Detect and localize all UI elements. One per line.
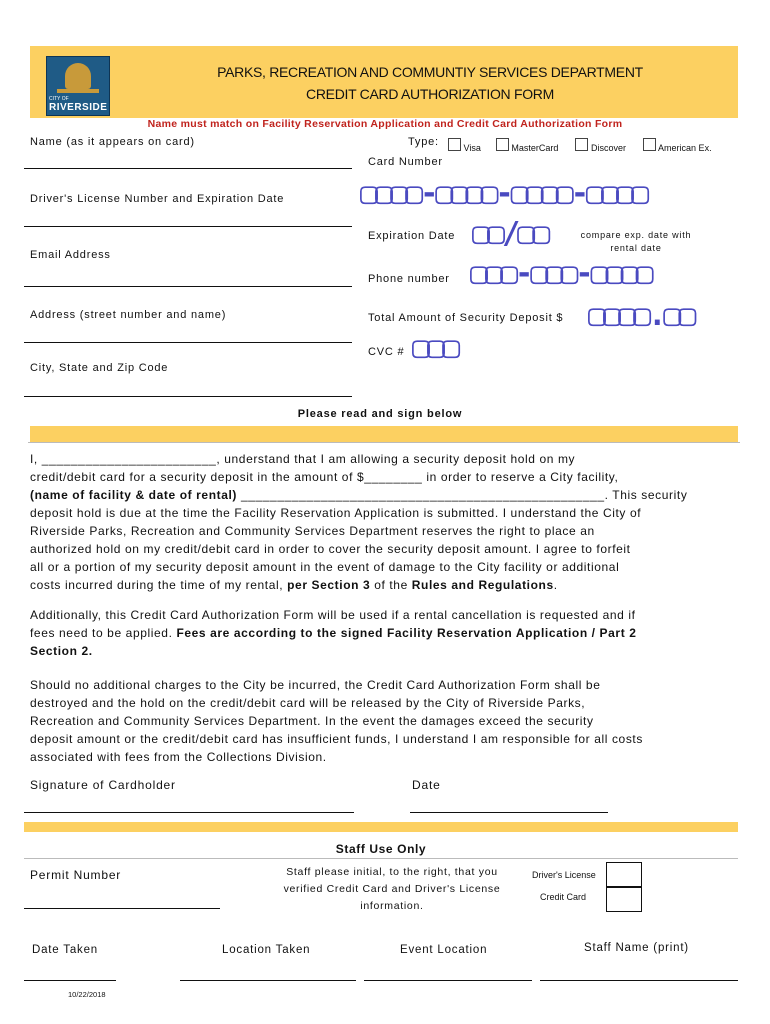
cancellation-paragraph: Additionally, this Credit Card Authorization Form will be used if a rental cancellation is requested and if fees need to be applied. Fees are according to the signed Facility Reservation Application / Part 2 Section 2. bbox=[30, 608, 637, 658]
cvc-boxes[interactable]: ▢▢▢ bbox=[412, 330, 458, 365]
signature-input[interactable] bbox=[24, 812, 354, 813]
email-input[interactable] bbox=[24, 286, 352, 287]
credit-card-initial-box[interactable] bbox=[606, 886, 642, 912]
footer-date: 10/22/2018 bbox=[68, 990, 106, 999]
card-number-label: Card Number bbox=[368, 156, 443, 168]
drivers-license-initial-box[interactable] bbox=[606, 862, 642, 888]
warning-text: Name must match on Facility Reservation Application and Credit Card Authorization Form bbox=[147, 118, 623, 130]
type-label: Type: bbox=[408, 136, 439, 148]
phone-label: Phone number bbox=[368, 273, 450, 285]
location-taken-label: Location Taken bbox=[222, 944, 311, 956]
please-read-heading: Please read and sign below bbox=[297, 408, 463, 420]
expiration-boxes[interactable]: ▢▢/▢▢ bbox=[472, 216, 548, 251]
staff-divider-bar bbox=[24, 822, 738, 832]
license-label: Driver's License Number and Expiration Date bbox=[30, 193, 285, 205]
name-input[interactable] bbox=[24, 168, 352, 169]
event-location-label: Event Location bbox=[400, 944, 488, 956]
deposit-boxes[interactable]: ▢▢▢▢.▢▢ bbox=[588, 298, 694, 333]
expiration-label: Expiration Date bbox=[368, 230, 456, 242]
cvc-label: CVC # bbox=[368, 346, 405, 358]
city-label: City, State and Zip Code bbox=[30, 362, 169, 374]
address-input[interactable] bbox=[24, 342, 352, 343]
staff-name-input[interactable] bbox=[540, 980, 738, 981]
discover-checkbox[interactable] bbox=[575, 138, 588, 151]
permit-label: Permit Number bbox=[30, 868, 122, 882]
city-logo: CITY OF RIVERSIDE bbox=[46, 56, 110, 116]
date-taken-input[interactable] bbox=[24, 980, 116, 981]
city-input[interactable] bbox=[24, 396, 352, 397]
card-number-boxes[interactable]: ▢▢▢▢-▢▢▢▢-▢▢▢▢-▢▢▢▢ bbox=[360, 176, 647, 211]
license-input[interactable] bbox=[24, 226, 352, 227]
staff-heading-row bbox=[24, 838, 738, 859]
email-label: Email Address bbox=[30, 249, 111, 261]
staff-note: Staff please initial, to the right, that you verified Credit Card and Driver's License information. bbox=[283, 866, 501, 912]
permit-input[interactable] bbox=[24, 908, 220, 909]
amex-checkbox[interactable] bbox=[643, 138, 656, 151]
event-location-input[interactable] bbox=[364, 980, 532, 981]
date-taken-label: Date Taken bbox=[32, 944, 98, 956]
form-title-line2: CREDIT CARD AUTHORIZATION FORM bbox=[306, 86, 554, 102]
credit-card-label: Credit Card bbox=[540, 892, 587, 902]
deposit-label: Total Amount of Security Deposit $ bbox=[368, 312, 564, 324]
header-banner bbox=[30, 46, 738, 118]
name-label: Name (as it appears on card) bbox=[30, 136, 195, 148]
address-label: Address (street number and name) bbox=[30, 309, 227, 321]
expiration-note: compare exp. date with rental date bbox=[580, 230, 692, 253]
form-title-line1: PARKS, RECREATION AND COMMUNTIY SERVICES DEPARTMENT bbox=[217, 64, 643, 80]
drivers-license-label: Driver's License bbox=[532, 870, 596, 880]
date-input[interactable] bbox=[410, 812, 608, 813]
card-type-options: Visa MasterCard Discover American Ex. bbox=[448, 138, 712, 153]
staff-heading: Staff Use Only bbox=[335, 842, 427, 856]
visa-checkbox[interactable] bbox=[448, 138, 461, 151]
divider-bar bbox=[30, 426, 738, 442]
authorization-paragraph: I, ________________________, understand that I am allowing a security deposit hold on my credit/debit card for a security deposit in the amount of $________ in order to reserve a City facility, (name of facility & date of rental) __________________________________________________. This security deposit hold is due at the time the Facility Reservation Application is submitted. I understand the City of Riverside Parks, Recreation and Community Services Department reserves the right to place an authorized hold on my credit/debit card in order to cover the security deposit amount. I agree to forfeit all or a portion of my security deposit amount in the event of damage to the City facility or additional costs incurred during the time of my rental, per Section 3 of the Rules and Regulations. bbox=[30, 452, 688, 592]
staff-name-label: Staff Name (print) bbox=[584, 942, 689, 954]
date-label: Date bbox=[412, 778, 441, 792]
mastercard-checkbox[interactable] bbox=[496, 138, 509, 151]
divider-line bbox=[28, 442, 740, 443]
location-taken-input[interactable] bbox=[180, 980, 356, 981]
phone-boxes[interactable]: ▢▢▢-▢▢▢-▢▢▢▢ bbox=[470, 256, 651, 291]
release-paragraph: Should no additional charges to the City be incurred, the Credit Card Authorization Form shall be destroyed and the hold on the credit/debit card will be released by the City of Riverside Parks, Recreation and Community Services Department. In the event the damages exceed the security deposit amount or the credit/debit card has insufficient funds, I understand I am responsible for all costs associated with fees from the Collections Division. bbox=[30, 678, 643, 764]
signature-label: Signature of Cardholder bbox=[30, 778, 176, 792]
